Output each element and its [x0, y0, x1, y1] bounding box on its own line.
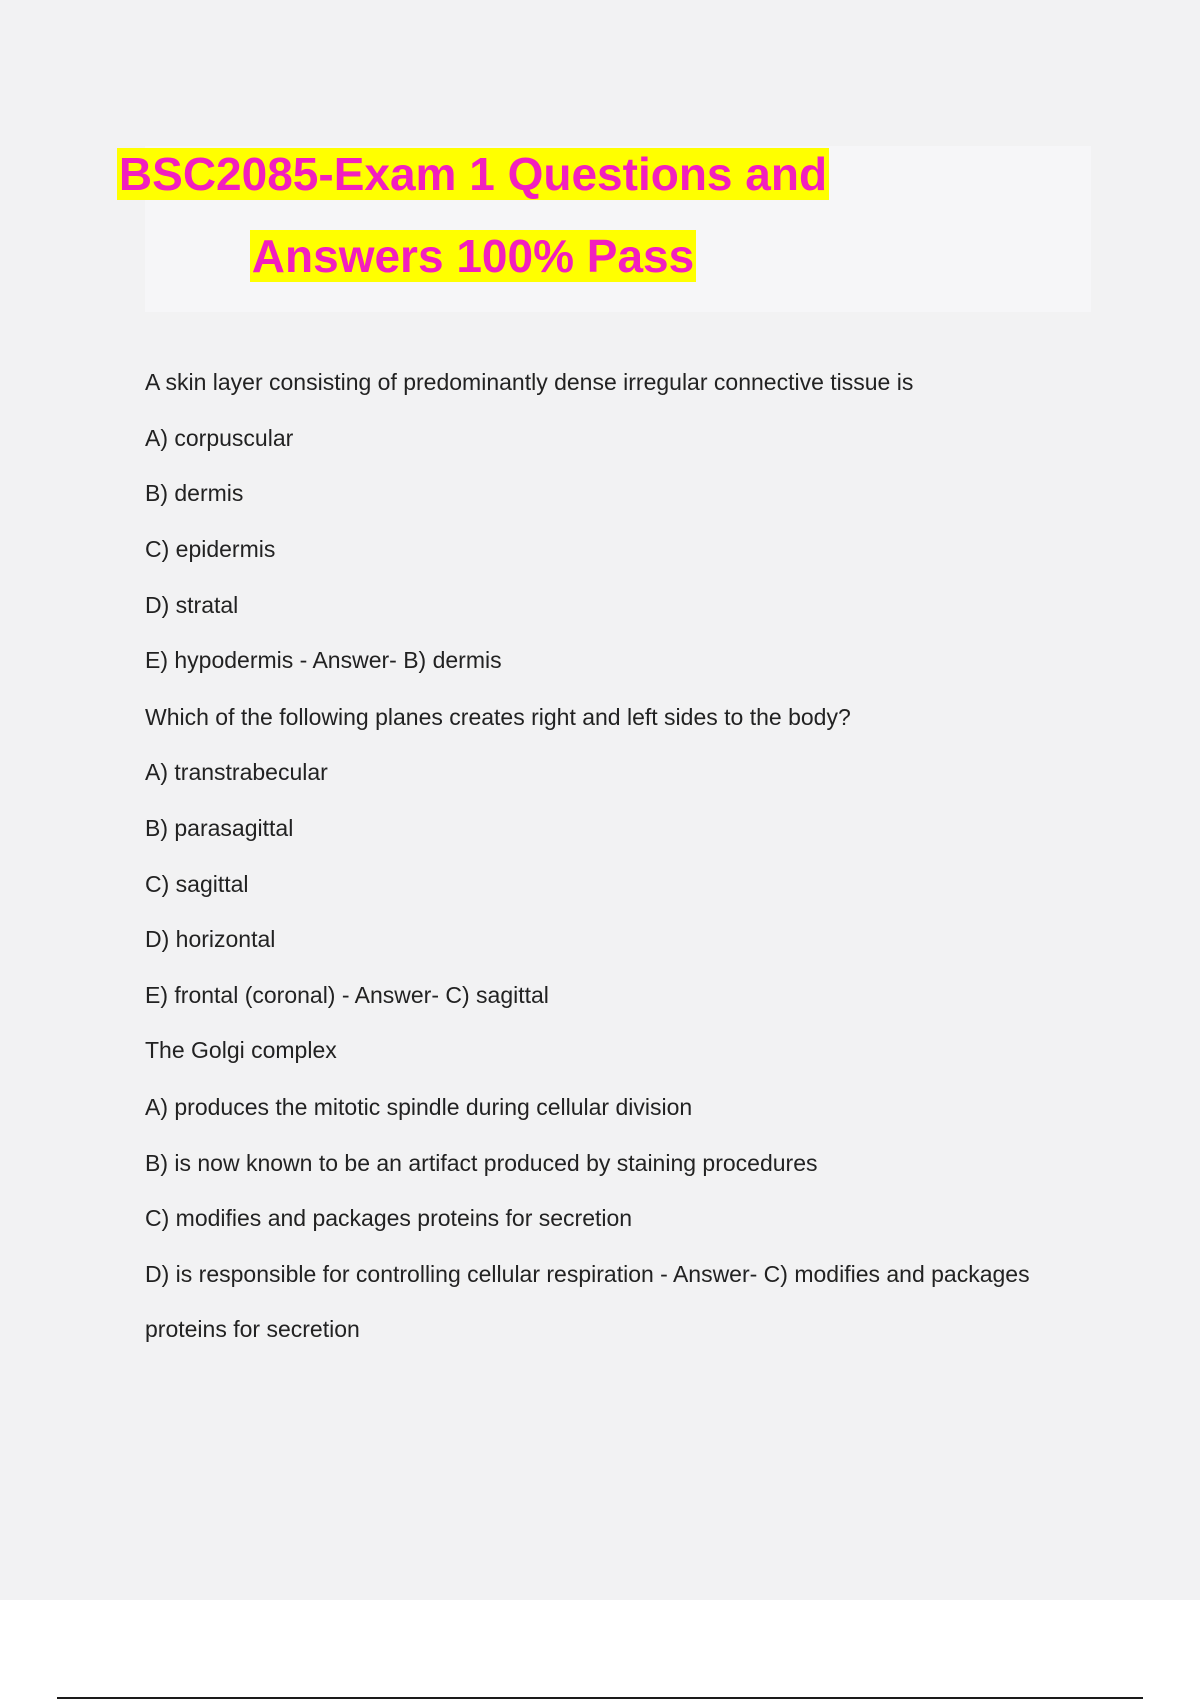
question-3-option-b: B) is now known to be an artifact produced by staining procedures [145, 1150, 818, 1176]
document-title-line-1 [0, 146, 946, 202]
question-1-text: A skin layer consisting of predominantly dense irregular connective tissue is [145, 369, 914, 395]
question-2-option-e-answer: E) frontal (coronal) - Answer- C) sagittal [145, 982, 549, 1008]
question-3-answer-continued: proteins for secretion [145, 1316, 360, 1342]
question-1-option-e-answer: E) hypodermis - Answer- B) dermis [145, 647, 502, 673]
question-3-option-d-answer: D) is responsible for controlling cellular respiration - Answer- C) modifies and packages [145, 1261, 1030, 1287]
question-3-option-c: C) modifies and packages proteins for secretion [145, 1205, 633, 1231]
question-2-text: Which of the following planes creates right and left sides to the body? [145, 704, 851, 730]
question-2-option-c: C) sagittal [145, 871, 249, 897]
question-2-option-a: A) transtrabecular [145, 759, 328, 785]
question-2-option-b: B) parasagittal [145, 815, 294, 841]
question-1-option-b: B) dermis [145, 480, 244, 506]
document-title-line-2 [0, 228, 946, 284]
question-1-option-d: D) stratal [145, 592, 239, 618]
question-3-option-a: A) produces the mitotic spindle during cellular division [145, 1094, 693, 1120]
question-2-option-d: D) horizontal [145, 926, 276, 952]
title-highlight-1: BSC2085-Exam 1 Questions and [118, 148, 828, 200]
footer-divider [57, 1697, 1143, 1699]
title-highlight-2: Answers 100% Pass [251, 230, 695, 282]
question-1-option-c: C) epidermis [145, 536, 276, 562]
question-3-text: The Golgi complex [145, 1037, 337, 1063]
question-1-option-a: A) corpuscular [145, 425, 294, 451]
